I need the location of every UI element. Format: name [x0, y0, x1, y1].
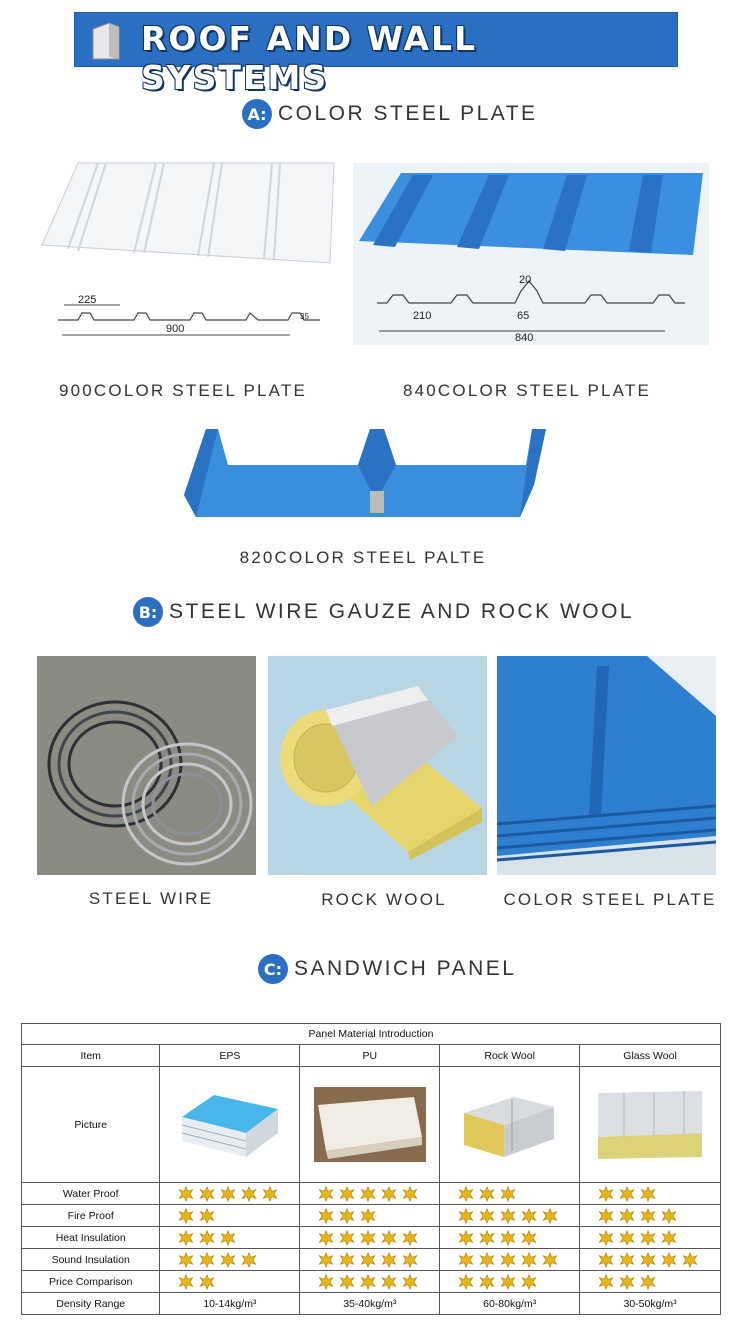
rating-cell — [440, 1271, 580, 1293]
star-icon — [220, 1186, 236, 1202]
table-row — [22, 1249, 721, 1271]
star-icon — [318, 1208, 334, 1224]
star-icon — [381, 1274, 397, 1290]
table-title: Panel Material Introduction — [22, 1024, 721, 1045]
picture-label: Picture — [22, 1067, 160, 1183]
density-value: 35-40kg/m³ — [300, 1293, 440, 1315]
pu-panel-image — [314, 1087, 426, 1162]
dim-900: 900 — [166, 323, 185, 335]
star-icon — [381, 1230, 397, 1246]
density-label: Density Range — [22, 1293, 160, 1315]
section-title: STEEL WIRE GAUZE AND ROCK WOOL — [169, 600, 635, 623]
star-icon — [241, 1186, 257, 1202]
star-icon — [199, 1208, 215, 1224]
star-icon — [178, 1252, 194, 1268]
plate-820-image — [180, 425, 550, 520]
star-icon — [339, 1252, 355, 1268]
star-icon — [339, 1186, 355, 1202]
star-icon — [598, 1186, 614, 1202]
star-icon — [619, 1186, 635, 1202]
star-icon — [402, 1186, 418, 1202]
rating-cell — [440, 1205, 580, 1227]
table-row — [22, 1205, 721, 1227]
section-title: COLOR STEEL PLATE — [278, 102, 538, 125]
plate-900-image — [38, 155, 338, 355]
star-icon — [220, 1230, 236, 1246]
rock-wool-caption: ROCK WOOL — [321, 890, 447, 909]
star-icon — [220, 1252, 236, 1268]
density-value: 10-14kg/m³ — [160, 1293, 300, 1315]
star-icon — [619, 1274, 635, 1290]
color-steel-plate-image — [497, 656, 716, 875]
banner-title: ROOF AND WALL SYSTEMS — [141, 19, 478, 97]
plate-840-caption: 840COLOR STEEL PLATE — [402, 381, 652, 400]
section-badge: B: — [133, 597, 163, 627]
plate-820-caption: 820COLOR STEEL PALTE — [239, 548, 487, 567]
star-icon — [360, 1186, 376, 1202]
rating-cell — [440, 1183, 580, 1205]
star-icon — [640, 1252, 656, 1268]
star-icon — [339, 1230, 355, 1246]
glass-wool-panel-image — [594, 1087, 706, 1162]
column-header: EPS — [160, 1045, 300, 1067]
star-icon — [479, 1252, 495, 1268]
star-icon — [521, 1274, 537, 1290]
star-icon — [661, 1252, 677, 1268]
steel-wire-caption: STEEL WIRE — [88, 889, 214, 908]
star-icon — [360, 1252, 376, 1268]
rating-cell — [160, 1183, 300, 1205]
rock-wool-image — [268, 656, 487, 875]
star-icon — [521, 1208, 537, 1224]
star-icon — [640, 1230, 656, 1246]
star-icon — [241, 1252, 257, 1268]
star-icon — [458, 1208, 474, 1224]
section-c-heading — [258, 954, 516, 984]
star-icon — [402, 1274, 418, 1290]
panel-material-table — [21, 1023, 721, 1315]
item-header: Item — [22, 1045, 160, 1067]
rating-cell — [580, 1271, 721, 1293]
star-icon — [500, 1186, 516, 1202]
star-icon — [178, 1208, 194, 1224]
star-icon — [199, 1274, 215, 1290]
star-icon — [178, 1230, 194, 1246]
star-icon — [318, 1252, 334, 1268]
star-icon — [402, 1252, 418, 1268]
star-icon — [619, 1230, 635, 1246]
picture-cell — [300, 1067, 440, 1183]
star-icon — [598, 1230, 614, 1246]
dim-20: 20 — [519, 274, 532, 286]
plate-840-image — [353, 163, 709, 345]
star-icon — [640, 1186, 656, 1202]
table-row — [22, 1293, 721, 1315]
row-label: Fire Proof — [22, 1205, 160, 1227]
star-icon — [262, 1186, 278, 1202]
header-banner — [74, 12, 678, 97]
table-row — [22, 1227, 721, 1249]
star-icon — [381, 1252, 397, 1268]
color-steel-plate-caption: COLOR STEEL PLATE — [503, 890, 717, 909]
table-row — [22, 1271, 721, 1293]
star-icon — [619, 1208, 635, 1224]
rock-wool-panel-image — [454, 1087, 566, 1162]
section-b-heading — [133, 597, 634, 627]
star-icon — [598, 1274, 614, 1290]
row-label: Sound Insulation — [22, 1249, 160, 1271]
column-header: PU — [300, 1045, 440, 1067]
rating-cell — [440, 1227, 580, 1249]
building-icon — [89, 21, 123, 61]
star-icon — [500, 1252, 516, 1268]
column-header: Rock Wool — [440, 1045, 580, 1067]
row-label: Water Proof — [22, 1183, 160, 1205]
star-icon — [402, 1230, 418, 1246]
row-label: Price Comparison — [22, 1271, 160, 1293]
eps-panel-image — [174, 1087, 286, 1162]
star-icon — [598, 1252, 614, 1268]
star-icon — [479, 1186, 495, 1202]
star-icon — [178, 1274, 194, 1290]
star-icon — [360, 1230, 376, 1246]
density-value: 60-80kg/m³ — [440, 1293, 580, 1315]
section-a-heading — [242, 99, 538, 129]
dim-840: 840 — [515, 332, 534, 344]
rating-cell — [300, 1205, 440, 1227]
star-icon — [661, 1230, 677, 1246]
star-icon — [500, 1208, 516, 1224]
dim-210: 210 — [413, 310, 432, 322]
dim-225: 225 — [78, 294, 97, 306]
rating-cell — [580, 1205, 721, 1227]
rating-cell — [160, 1271, 300, 1293]
star-icon — [199, 1252, 215, 1268]
rating-cell — [300, 1271, 440, 1293]
star-icon — [339, 1274, 355, 1290]
star-icon — [661, 1208, 677, 1224]
star-icon — [640, 1208, 656, 1224]
picture-cell — [580, 1067, 721, 1183]
star-icon — [458, 1230, 474, 1246]
rating-cell — [160, 1205, 300, 1227]
column-header: Glass Wool — [580, 1045, 721, 1067]
star-icon — [682, 1252, 698, 1268]
star-icon — [640, 1274, 656, 1290]
star-icon — [521, 1252, 537, 1268]
star-icon — [339, 1208, 355, 1224]
rating-cell — [440, 1249, 580, 1271]
section-badge: C: — [258, 954, 288, 984]
star-icon — [178, 1186, 194, 1202]
dim-35: 35 — [300, 312, 309, 321]
picture-cell — [440, 1067, 580, 1183]
star-icon — [318, 1186, 334, 1202]
table-row — [22, 1183, 721, 1205]
picture-cell — [160, 1067, 300, 1183]
rating-cell — [300, 1249, 440, 1271]
rating-cell — [160, 1249, 300, 1271]
star-icon — [500, 1230, 516, 1246]
star-icon — [521, 1230, 537, 1246]
star-icon — [598, 1208, 614, 1224]
rating-cell — [580, 1183, 721, 1205]
plate-900-caption: 900COLOR STEEL PLATE — [58, 381, 308, 400]
row-label: Heat Insulation — [22, 1227, 160, 1249]
star-icon — [542, 1252, 558, 1268]
rating-cell — [580, 1249, 721, 1271]
star-icon — [318, 1274, 334, 1290]
density-value: 30-50kg/m³ — [580, 1293, 721, 1315]
star-icon — [479, 1230, 495, 1246]
star-icon — [458, 1186, 474, 1202]
rating-cell — [580, 1227, 721, 1249]
dim-65: 65 — [517, 310, 530, 322]
star-icon — [458, 1252, 474, 1268]
star-icon — [360, 1274, 376, 1290]
star-icon — [479, 1274, 495, 1290]
rating-cell — [300, 1227, 440, 1249]
steel-wire-image — [37, 656, 256, 875]
section-badge: A: — [242, 99, 272, 129]
star-icon — [360, 1208, 376, 1224]
rating-cell — [300, 1183, 440, 1205]
star-icon — [500, 1274, 516, 1290]
section-title: SANDWICH PANEL — [294, 957, 517, 980]
star-icon — [199, 1230, 215, 1246]
star-icon — [199, 1186, 215, 1202]
star-icon — [479, 1208, 495, 1224]
star-icon — [542, 1208, 558, 1224]
rating-cell — [160, 1227, 300, 1249]
star-icon — [318, 1230, 334, 1246]
star-icon — [458, 1274, 474, 1290]
star-icon — [381, 1186, 397, 1202]
star-icon — [619, 1252, 635, 1268]
